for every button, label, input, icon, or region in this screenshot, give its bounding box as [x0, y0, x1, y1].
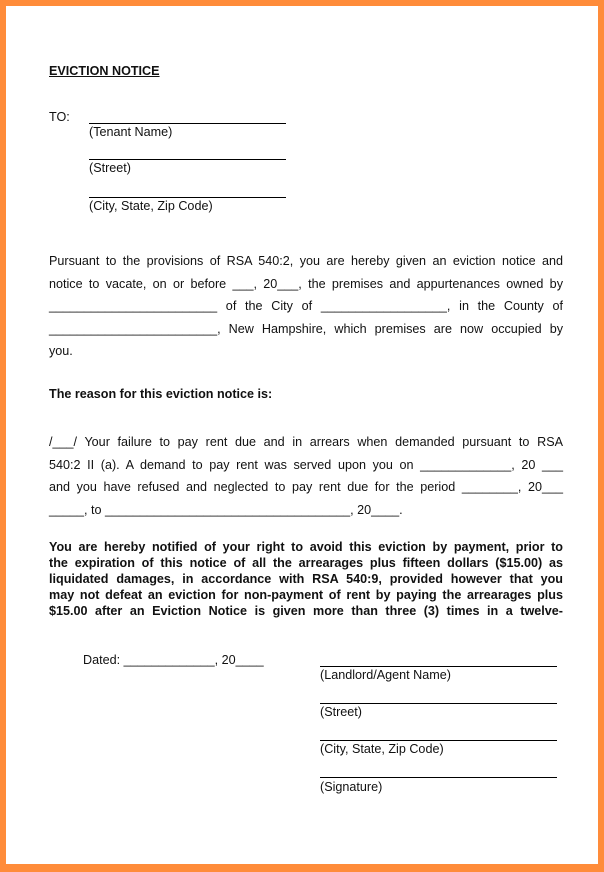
rights-line: liquidated damages, in accordance with RSA 540:9, provided however that you [49, 572, 563, 586]
notice-paragraph [49, 250, 563, 363]
notice-line: ________________________ of the City of __________________, in the County of [49, 299, 563, 314]
notice-line: Pursuant to the provisions of RSA 540:2, you are hereby given an eviction notice and [49, 254, 563, 268]
tenant-name-line [89, 123, 286, 124]
rights-line: may not defeat an eviction for non-payment of rent by paying the arrearages plus [49, 588, 563, 602]
tenant-street-caption: (Street) [89, 161, 131, 175]
notice-line: you. [49, 344, 73, 359]
reason-line: _____, to ___________________________________, 20____. [49, 502, 403, 517]
notice-line: ________________________, New Hampshire, which premises are now occupied by [49, 321, 563, 336]
rights-paragraph [49, 539, 563, 619]
landlord-street-line [320, 703, 557, 704]
tenant-name-caption: (Tenant Name) [89, 125, 173, 139]
landlord-name-line [320, 666, 557, 667]
signature-caption: (Signature) [320, 780, 383, 794]
landlord-city-line [320, 740, 557, 741]
reason-line: /___/ Your failure to pay rent due and in arrears when demanded pursuant to RSA [49, 435, 563, 449]
notice-line: notice to vacate, on or before ___, 20___, the premises and appurtenances owned by [49, 276, 563, 291]
landlord-street-caption: (Street) [320, 705, 362, 719]
landlord-city-caption: (City, State, Zip Code) [320, 742, 444, 756]
reason-paragraph [49, 431, 563, 521]
to-label: TO: [49, 110, 70, 124]
rights-line: $15.00 after an Eviction Notice is given more than three (3) times in a twelve- [49, 604, 563, 618]
document-page [6, 6, 598, 864]
rights-line: the expiration of this notice of all the arrearages plus fifteen dollars ($15.00) as [49, 556, 563, 570]
landlord-name-caption: (Landlord/Agent Name) [320, 668, 451, 682]
reason-heading: The reason for this eviction notice is: [49, 387, 273, 401]
tenant-street-line [89, 159, 286, 160]
signature-line [320, 777, 557, 778]
rights-line: You are hereby notified of your right to avoid this eviction by payment, prior to [49, 540, 563, 554]
reason-line: 540:2 II (a). A demand to pay rent was served upon you on _____________, 20 ___ [49, 457, 563, 472]
document-title: EVICTION NOTICE [49, 64, 160, 78]
tenant-city-line [89, 197, 286, 198]
reason-line: and you have refused and neglected to pay rent due for the period ________, 20___ [49, 480, 563, 495]
tenant-city-caption: (City, State, Zip Code) [89, 199, 213, 213]
dated-line: Dated: _____________, 20____ [83, 653, 264, 667]
